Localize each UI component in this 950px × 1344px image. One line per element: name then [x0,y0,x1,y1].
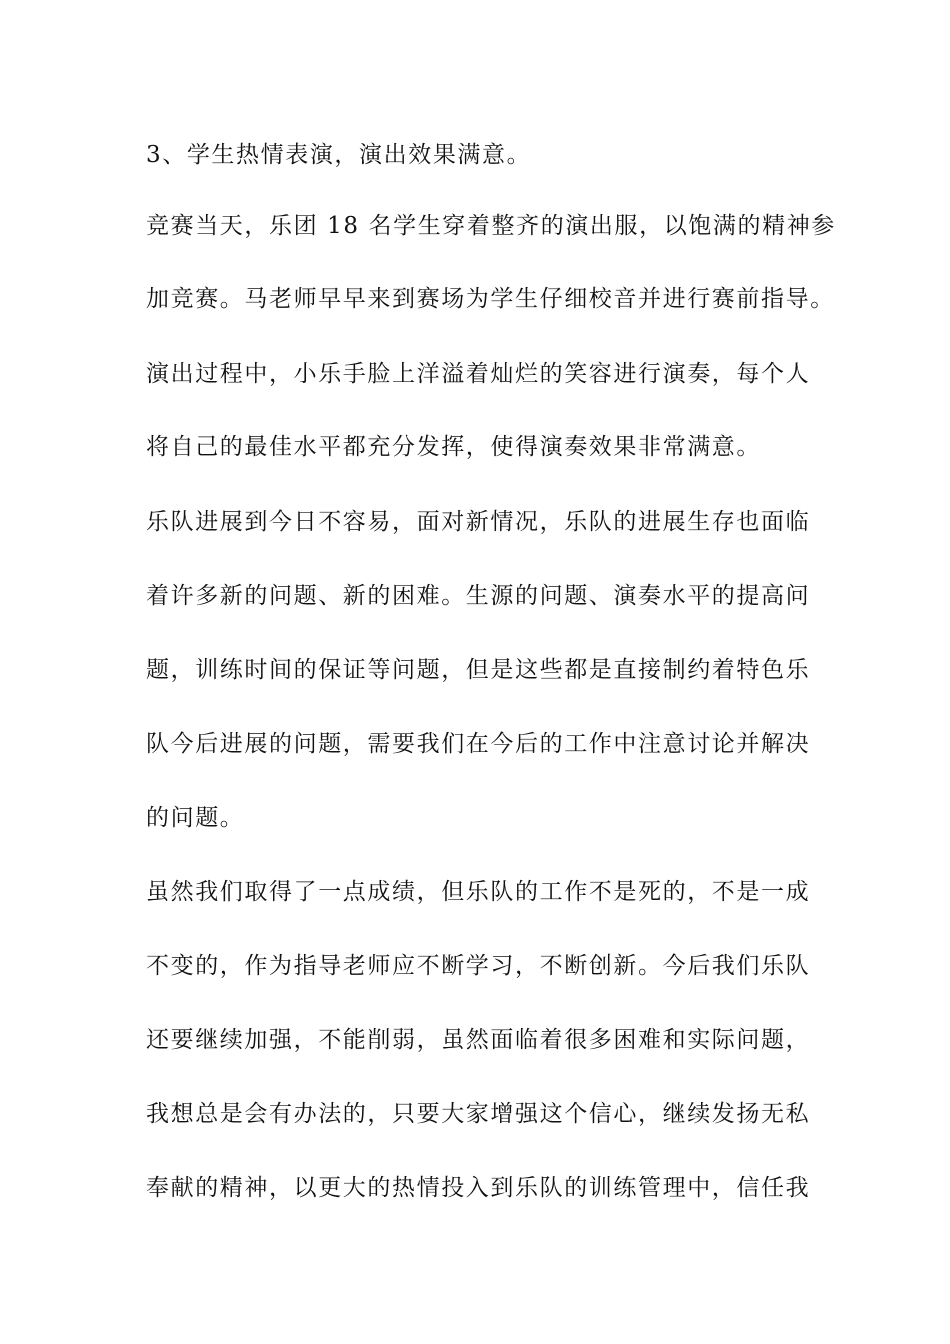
text-line: 演出过程中，小乐手脸上洋溢着灿烂的笑容进行演奏，每个人 [146,361,811,387]
text-line: 乐队进展到今日不容易，面对新情况，乐队的进展生存也面临 [146,509,811,535]
text-line: 的问题。 [146,805,245,831]
text-line: 队今后进展的问题，需要我们在今后的工作中注意讨论并解决 [146,731,811,757]
text-line: 着许多新的问题、新的困难。生源的问题、演奏水平的提高问 [146,583,811,609]
text-line: 3、学生热情表演，演出效果满意。 [146,142,532,168]
text-line: 虽然我们取得了一点成绩，但乐队的工作不是死的，不是一成 [146,879,811,905]
text-line: 还要继续加强，不能削弱，虽然面临着很多困难和实际问题， [146,1027,811,1053]
text-line: 将自己的最佳水平都充分发挥，使得演奏效果非常满意。 [146,434,761,460]
text-line: 我想总是会有办法的，只要大家增强这个信心，继续发扬无私 [146,1101,811,1127]
text-line: 加竞赛。马老师早早来到赛场为学生仔细校音并进行赛前指导。 [146,286,835,312]
text-line: 奉献的精神，以更大的热情投入到乐队的训练管理中，信任我 [146,1175,811,1201]
text-line: 不变的，作为指导老师应不断学习，不断创新。今后我们乐队 [146,953,811,979]
text-line: 题，训练时间的保证等问题，但是这些都是直接制约着特色乐 [146,657,811,683]
text-line: 竞赛当天，乐团 18 名学生穿着整齐的演出服，以饱满的精神参 [146,213,836,239]
